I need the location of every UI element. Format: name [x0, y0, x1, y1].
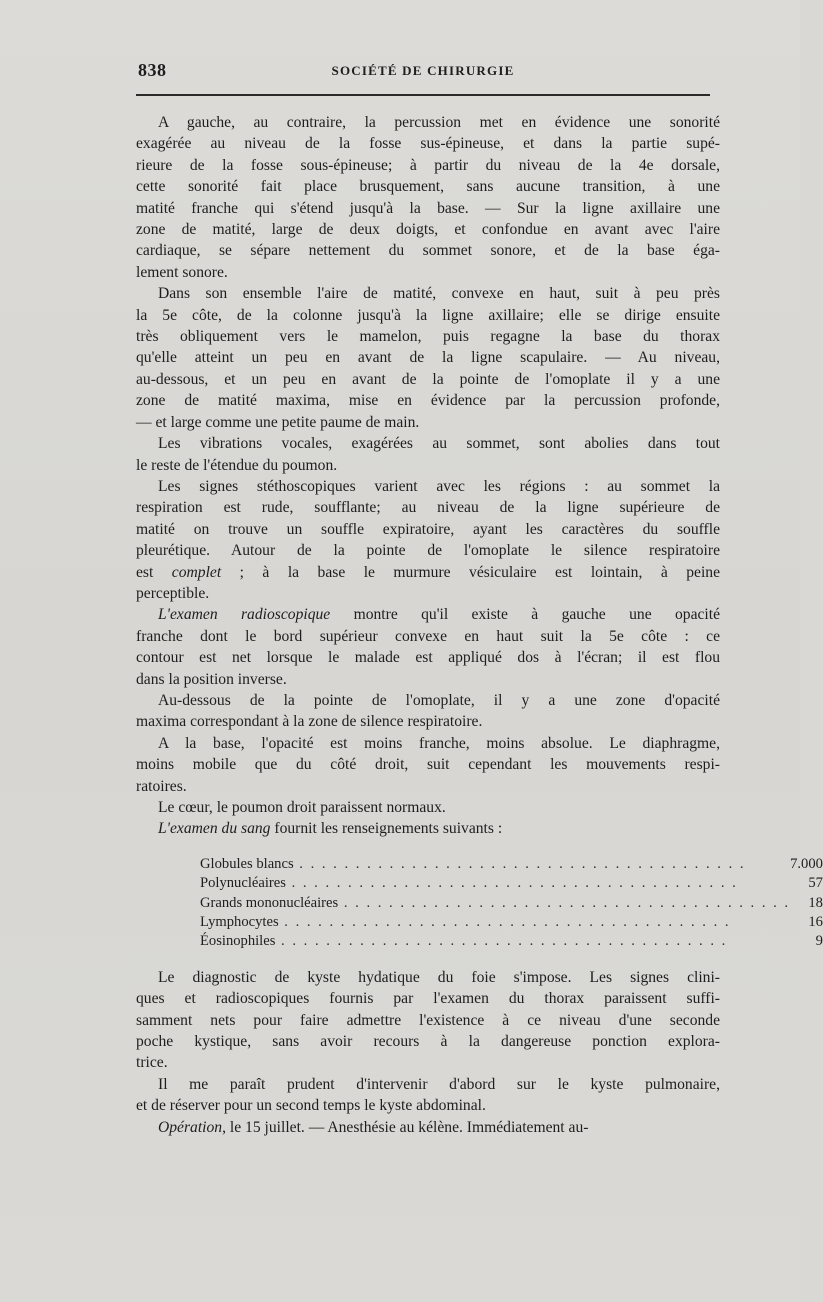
text-line: ratoires.: [136, 777, 187, 795]
running-title: SOCIÉTÉ DE CHIRURGIE: [331, 63, 515, 78]
paragraphs-before-table: [136, 112, 720, 840]
table-row: [200, 874, 823, 893]
paragraph: [136, 690, 720, 733]
body-text: [136, 112, 823, 1138]
text-line: zone de matité maxima, mise en évidence par la percussion profonde,: [136, 392, 720, 410]
paragraph: [136, 797, 720, 818]
cell-value: 9: [815, 933, 823, 950]
italic-phrase: L'examen du sang: [158, 820, 271, 838]
text-line: lement sonore.: [136, 263, 228, 281]
text-line: Il me paraît prudent d'intervenir d'abord sur le kyste pulmonaire,: [158, 1075, 720, 1093]
paragraph: [136, 476, 720, 604]
cell-value: 18: [808, 894, 823, 911]
text-line: perceptible.: [136, 584, 210, 602]
text-line: le reste de l'étendue du poumon.: [136, 456, 338, 474]
cell-value: 57: [808, 875, 823, 892]
paragraph: [136, 733, 720, 797]
text-line: au-dessous, et un peu en avant de la pointe de l'omoplate il y a une: [136, 370, 720, 388]
text-line: maxima correspondant à la zone de silence respiratoire.: [136, 713, 483, 731]
paragraph: [136, 1117, 720, 1138]
text-line: A la base, l'opacité est moins franche, moins absolue. Le diaphragme,: [158, 734, 720, 752]
text-line: Le cœur, le poumon droit paraissent normaux.: [158, 799, 446, 816]
text-line: Les signes stéthoscopiques varient avec les régions : au sommet la: [158, 477, 720, 495]
text-line: très obliquement vers le mamelon, puis regagne la base du thorax: [136, 328, 720, 346]
text-line: A gauche, au contraire, la percussion met en évidence une sonorité: [158, 114, 720, 131]
text-line: exagérée au niveau de la fosse sus-épineuse, et dans la partie supé-: [136, 135, 720, 153]
cell-value: 16: [808, 914, 823, 931]
paragraph: [136, 818, 720, 839]
text-line: et de réserver pour un second temps le kyste abdominal.: [136, 1097, 486, 1115]
text-line: matité franche qui s'étend jusqu'à la base. — Sur la ligne axillaire une: [136, 199, 720, 217]
paragraph: [136, 112, 720, 283]
text-line: dans la position inverse.: [136, 670, 287, 688]
page-header: [136, 60, 710, 84]
text-line: cette sonorité fait place brusquement, sans aucune transition, à une: [136, 178, 720, 196]
text-line: — et large comme une petite paume de main.: [136, 413, 420, 431]
leader-dots: . . . . . . . . . . . . . . . . . . . . . . . . . . . . . . . . . . . . . . . .: [285, 875, 738, 892]
leader-dots: . . . . . . . . . . . . . . . . . . . . . . . . . . . . . . . . . . . . . . . .: [275, 933, 728, 950]
text-line: est complet ; à la base le murmure vésiculaire est lointain, à peine: [136, 563, 720, 581]
text-line: moins mobile que du côté droit, suit cependant les mouvements respi-: [136, 756, 720, 774]
text-line: trice.: [136, 1054, 168, 1072]
text-line: rieure de la fosse sous-épineuse; à partir du niveau de la 4e dorsale,: [136, 156, 720, 174]
page-number: 838: [138, 60, 167, 80]
leader-dots: . . . . . . . . . . . . . . . . . . . . . . . . . . . . . . . . . . . . . . . .: [278, 914, 731, 931]
text-line: Les vibrations vocales, exagérées au sommet, sont abolies dans tout: [158, 435, 720, 453]
cell-value: 7.000: [790, 855, 823, 872]
text-line: ques et radioscopiques fournis par l'examen du thorax paraissent suffi-: [136, 990, 720, 1008]
header-rule: [136, 94, 710, 96]
table-row: [200, 913, 823, 932]
cell-label: Lymphocytes . . . . . . . . . . . . . . . . . . . . . . . . . . . . . . . . . . . . . . . .: [200, 914, 731, 931]
paragraph: [136, 967, 720, 1074]
leader-dots: . . . . . . . . . . . . . . . . . . . . . . . . . . . . . . . . . . . . . . . .: [338, 894, 791, 911]
text-line: la 5e côte, de la colonne jusqu'à la ligne axillaire; elle se dirige ensuite: [136, 306, 720, 324]
text-line: respiration est rude, soufflante; au niveau de la ligne supérieure de: [136, 499, 720, 517]
cell-label: Grands mononucléaires . . . . . . . . . . . . . . . . . . . . . . . . . . . . . . . . . . . . . . . .: [200, 894, 791, 911]
italic-phrase: L'examen radioscopique: [158, 606, 331, 624]
text-line: Opération, le 15 juillet. — Anesthésie au kélène. Immédiatement au-: [158, 1118, 589, 1136]
blood-count-table: [200, 855, 823, 952]
table-row: [200, 855, 823, 874]
text-line: poche kystique, sans avoir recours à la dangereuse ponction explora-: [136, 1033, 720, 1051]
paragraph: [136, 604, 720, 690]
text-line: franche dont le bord supérieur convexe en haut suit la 5e côte : ce: [136, 627, 720, 645]
paragraph: [136, 1074, 720, 1117]
text-line: pleurétique. Autour de la pointe de l'omoplate le silence respiratoire: [136, 542, 720, 560]
leader-dots: . . . . . . . . . . . . . . . . . . . . . . . . . . . . . . . . . . . . . . . .: [293, 855, 746, 872]
paragraph: [136, 283, 720, 433]
cell-label: Globules blancs . . . . . . . . . . . . . . . . . . . . . . . . . . . . . . . . . . . . . . . .: [200, 855, 746, 872]
text-line: contour est net lorsque le malade est appliqué dos à l'écran; il est flou: [136, 649, 720, 667]
text-line: L'examen radioscopique montre qu'il existe à gauche une opacité: [158, 606, 720, 624]
italic-phrase: Opération: [158, 1118, 223, 1136]
text-line: Dans son ensemble l'aire de matité, convexe en haut, suit à peu près: [158, 285, 720, 303]
text-line: zone de matité, large de deux doigts, et confondue en avant avec l'aire: [136, 221, 720, 239]
text-line: L'examen du sang fournit les renseignements suivants :: [158, 820, 503, 838]
table-row: [200, 894, 823, 913]
paragraph: [136, 433, 720, 476]
italic-phrase: complet: [171, 563, 222, 581]
cell-label: Éosinophiles . . . . . . . . . . . . . . . . . . . . . . . . . . . . . . . . . . . . . . . .: [200, 933, 728, 950]
text-line: qu'elle atteint un peu en avant de la ligne scapulaire. — Au niveau,: [136, 349, 720, 367]
text-line: cardiaque, se sépare nettement du sommet sonore, et de la base éga-: [136, 242, 720, 260]
text-line: samment nets pour faire admettre l'existence à ce niveau d'une seconde: [136, 1011, 720, 1029]
table-row: [200, 932, 823, 951]
text-line: Le diagnostic de kyste hydatique du foie s'impose. Les signes clini-: [158, 968, 720, 986]
text-line: Au-dessous de la pointe de l'omoplate, il y a une zone d'opacité: [158, 691, 720, 709]
cell-label: Polynucléaires . . . . . . . . . . . . . . . . . . . . . . . . . . . . . . . . . . . . . . . .: [200, 875, 738, 892]
text-line: matité on trouve un souffle expiratoire, ayant les caractères du souffle: [136, 520, 720, 538]
paragraphs-after-table: [136, 967, 720, 1138]
